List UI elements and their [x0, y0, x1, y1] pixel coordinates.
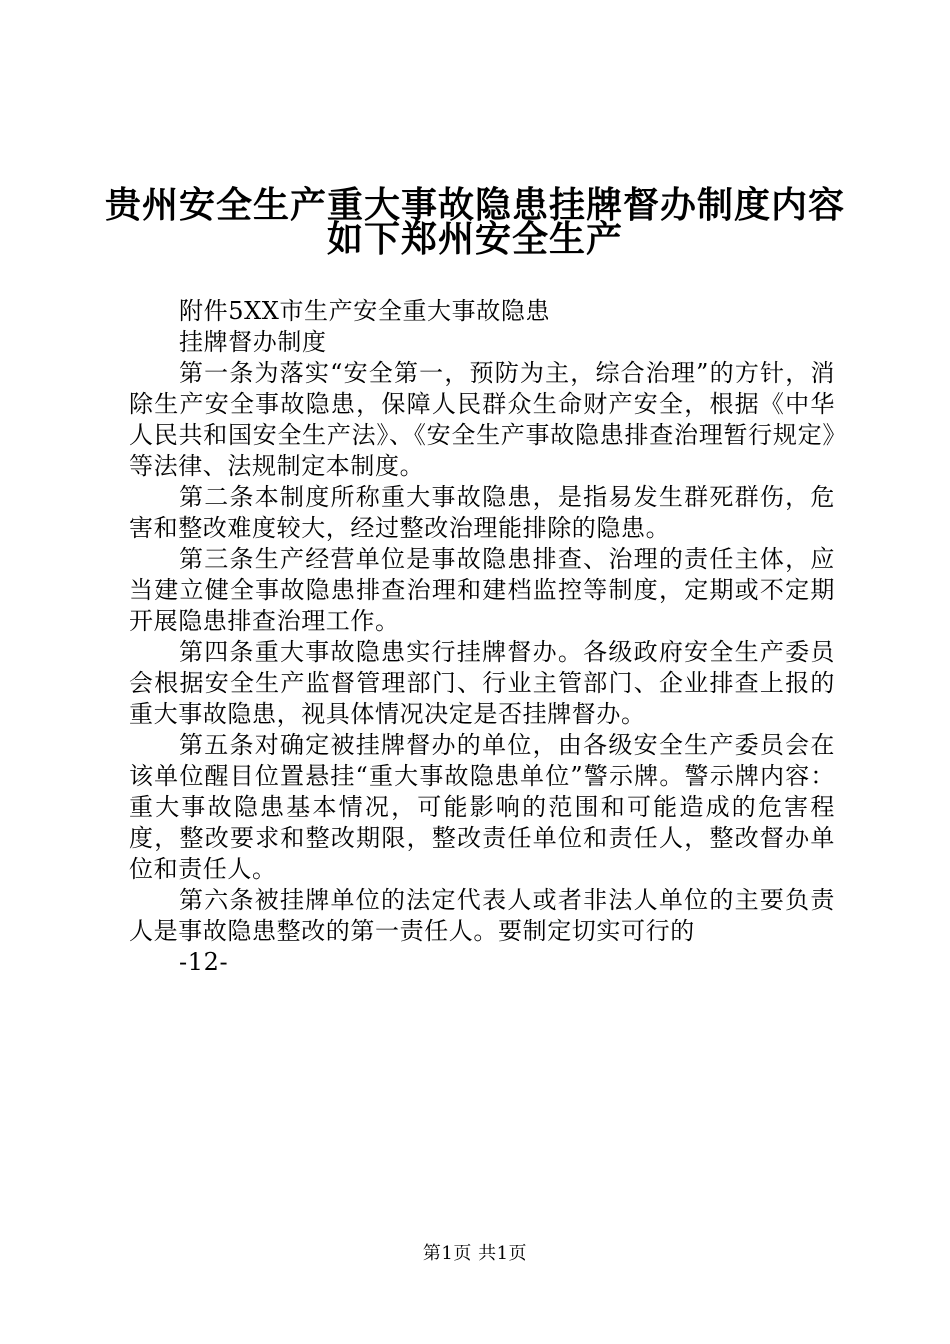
- page-marker: -12-: [179, 948, 229, 976]
- subtitle-line: 挂牌督办制度: [179, 328, 327, 356]
- article-4: 第四条重大事故隐患实行挂牌督办。各级政府安全生产委员会根据安全生产监督管理部门、行业主管部门、企业排查上报的重大事故隐患，视具体情况决定是否挂牌督办。: [129, 638, 835, 728]
- article-1: 第一条为落实“安全第一，预防为主，综合治理”的方针，消除生产安全事故隐患，保障人民群众生命财产安全，根据《中华人民共和国安全生产法》、《安全生产事故隐患排查治理暂行规定》等法律、法规制定本制度。: [129, 359, 835, 480]
- article-3: 第三条生产经营单位是事故隐患排查、治理的责任主体，应当建立健全事故隐患排查治理和建档监控等制度，定期或不定期开展隐患排查治理工作。: [129, 545, 835, 635]
- document-title-line-1: 贵州安全生产重大事故隐患挂牌督办制度内容: [104, 185, 845, 226]
- article-5: 第五条对确定被挂牌督办的单位，由各级安全生产委员会在该单位醒目位置悬挂“重大事故隐患单位”警示牌。警示牌内容：重大事故隐患基本情况，可能影响的范围和可能造成的危害程度，整改要求和整改期限，整改责任单位和责任人，整改督办单位和责任人。: [129, 731, 835, 883]
- article-2: 第二条本制度所称重大事故隐患，是指易发生群死群伤，危害和整改难度较大，经过整改治理能排除的隐患。: [129, 483, 835, 542]
- document-title-line-2: 如下郑州安全生产: [326, 219, 623, 260]
- page-footer: 第1页 共1页: [422, 1243, 528, 1264]
- document-body: [129, 296, 835, 978]
- article-6: 第六条被挂牌单位的法定代表人或者非法人单位的主要负责人是事故隐患整改的第一责任人。要制定切实可行的: [129, 886, 835, 945]
- attachment-line: 附件5XX市生产安全重大事故隐患: [179, 297, 551, 325]
